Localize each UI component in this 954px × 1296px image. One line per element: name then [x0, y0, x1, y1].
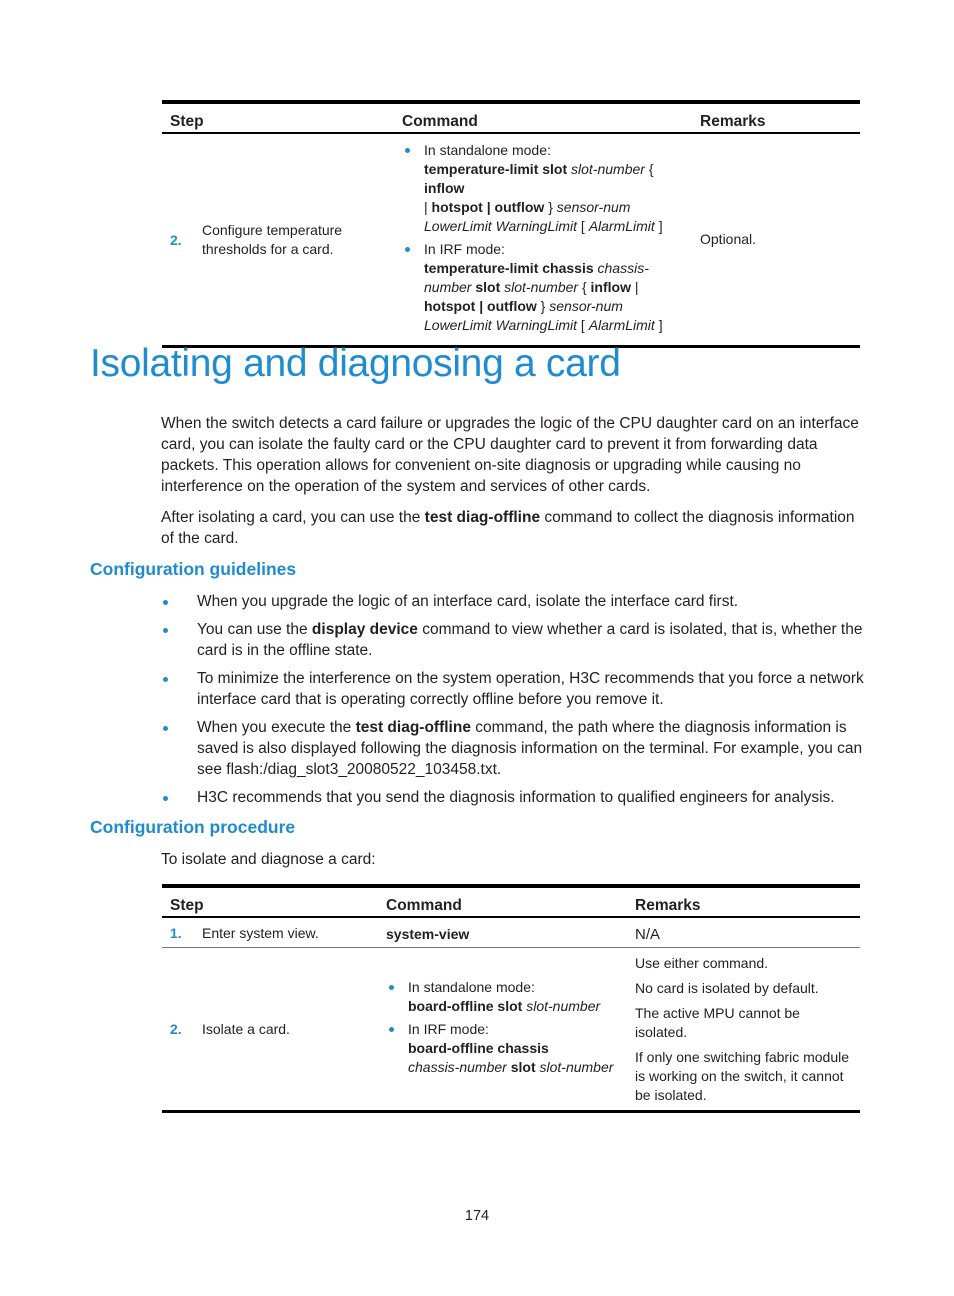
guidelines-list: [161, 591, 871, 815]
header-command: Command: [394, 102, 692, 133]
step-number: 2.: [170, 1020, 182, 1037]
cmd-bracket: ]: [658, 218, 663, 234]
cmd-irf-item: [386, 1020, 619, 1077]
command-cell: system-view: [378, 917, 627, 948]
cmd-keyword: slot: [475, 279, 501, 295]
cmd-pipe: |: [634, 279, 639, 295]
section-title: Isolating and diagnosing a card: [90, 342, 621, 385]
cmd-keyword: test diag-offline: [424, 509, 541, 526]
list-item: [161, 717, 871, 780]
remark-line: Use either command.: [635, 955, 769, 971]
cmd-brace: {: [648, 161, 654, 177]
cmd-keyword: board-offline chassis: [408, 1039, 549, 1056]
cmd-keyword: inflow: [424, 180, 465, 196]
step-number: 1.: [170, 925, 182, 941]
remarks-cell: Optional.: [692, 133, 860, 347]
cmd-arg: AlarmLimit: [588, 317, 655, 333]
cmd-keyword: temperature-limit chassis: [424, 260, 594, 276]
cmd-bracket: [: [580, 317, 585, 333]
remarks-cell: N/A: [627, 917, 860, 948]
table-row: [162, 917, 860, 948]
intro-paragraph: When the switch detects a card failure or upgrades the logic of the CPU daughter card on an interface card, you can isolate the faulty card or the CPU daughter card to prevent it from forwarding data packets. This operation allows for convenient on-site diagnosis or upgrading while causing no interference on the operation of the system and services of other cards.: [161, 415, 859, 495]
cmd-arg: slot-number: [539, 1058, 614, 1075]
temperature-config-table: [162, 100, 860, 348]
cmd-arg: slot-number: [504, 279, 579, 295]
header-remarks: Remarks: [627, 886, 860, 917]
cmd-arg: slot-number: [526, 997, 601, 1014]
cmd-bracket: ]: [658, 317, 663, 333]
text: command to collect the diagnosis information of the card.: [161, 509, 855, 547]
table-row: [162, 133, 860, 347]
paragraph-2: [161, 507, 871, 549]
header-step: Step: [162, 102, 394, 133]
text: command to view whether a card is isolated, that is, whether the card is in the offline state.: [197, 621, 863, 659]
page-number: 174: [464, 1208, 490, 1224]
procedure-intro: To isolate and diagnose a card:: [161, 851, 376, 868]
guidelines-heading: Configuration guidelines: [90, 559, 297, 579]
mode-label: In standalone mode:: [408, 978, 535, 995]
cmd-pipe: |: [424, 199, 428, 215]
cmd-arg: chassis-number: [424, 260, 649, 295]
cmd-keyword: board-offline slot: [408, 997, 523, 1014]
cmd-keyword: temperature-limit slot: [424, 161, 568, 177]
cmd-brace: }: [540, 298, 546, 314]
text: After isolating a card, you can use the: [161, 509, 421, 526]
cmd-standalone-item: [402, 141, 684, 236]
cmd-irf-item: [402, 240, 684, 335]
step-text: Configure temperature thresholds for a card.: [202, 222, 343, 257]
mode-label: In IRF mode:: [408, 1020, 489, 1037]
table-row: [162, 948, 860, 1112]
remark-line: The active MPU cannot be isolated.: [635, 1005, 800, 1040]
text: command, the path where the diagnosis information is saved is also displayed following the diagnosis information on the terminal. For example, you can see flash:/diag_slot3_20080522_103458.txt.: [197, 719, 863, 778]
list-item: H3C recommends that you send the diagnosis information to qualified engineers for analysis.: [161, 787, 871, 808]
header-remarks: Remarks: [692, 102, 860, 133]
remark-line: If only one switching fabric module is working on the switch, it cannot be isolated.: [635, 1049, 849, 1103]
cmd-keyword: display device: [311, 621, 418, 638]
header-step: Step: [162, 886, 378, 917]
text: You can use the: [197, 621, 308, 638]
step-text: Enter system view.: [202, 925, 319, 941]
cmd-standalone-item: [386, 978, 619, 1016]
cmd-arg: AlarmLimit: [588, 218, 655, 234]
cmd-keyword: hotspot | outflow: [424, 298, 537, 314]
cmd-keyword: inflow: [590, 279, 631, 295]
remark-line: No card is isolated by default.: [635, 980, 819, 996]
cmd-arg: slot-number: [571, 161, 645, 177]
isolate-card-table: [162, 884, 860, 1113]
procedure-heading: Configuration procedure: [90, 817, 296, 837]
cmd-bracket: [: [580, 218, 585, 234]
header-command: Command: [378, 886, 627, 917]
list-item: To minimize the interference on the system operation, H3C recommends that you force a network interface card that is operating correctly offline before you remove it.: [161, 668, 871, 710]
mode-label: In standalone mode:: [424, 142, 551, 158]
step-number: 2.: [170, 231, 182, 248]
list-item: [161, 619, 871, 661]
list-item: When you upgrade the logic of an interface card, isolate the interface card first.: [161, 591, 871, 612]
text: When you execute the: [197, 719, 352, 736]
cmd-keyword: test diag-offline: [355, 719, 471, 736]
mode-label: In IRF mode:: [424, 241, 505, 257]
cmd-arg: sensor-num LowerLimit WarningLimit: [424, 298, 623, 333]
step-text: Isolate a card.: [202, 1020, 290, 1037]
cmd-arg: chassis-number: [408, 1058, 507, 1075]
cmd-keyword: hotspot | outflow: [431, 199, 545, 215]
cmd-brace: }: [548, 199, 553, 215]
cmd-keyword: slot: [510, 1058, 536, 1075]
cmd-arg: sensor-num LowerLimit WarningLimit: [424, 199, 631, 234]
cmd-brace: {: [581, 279, 587, 295]
